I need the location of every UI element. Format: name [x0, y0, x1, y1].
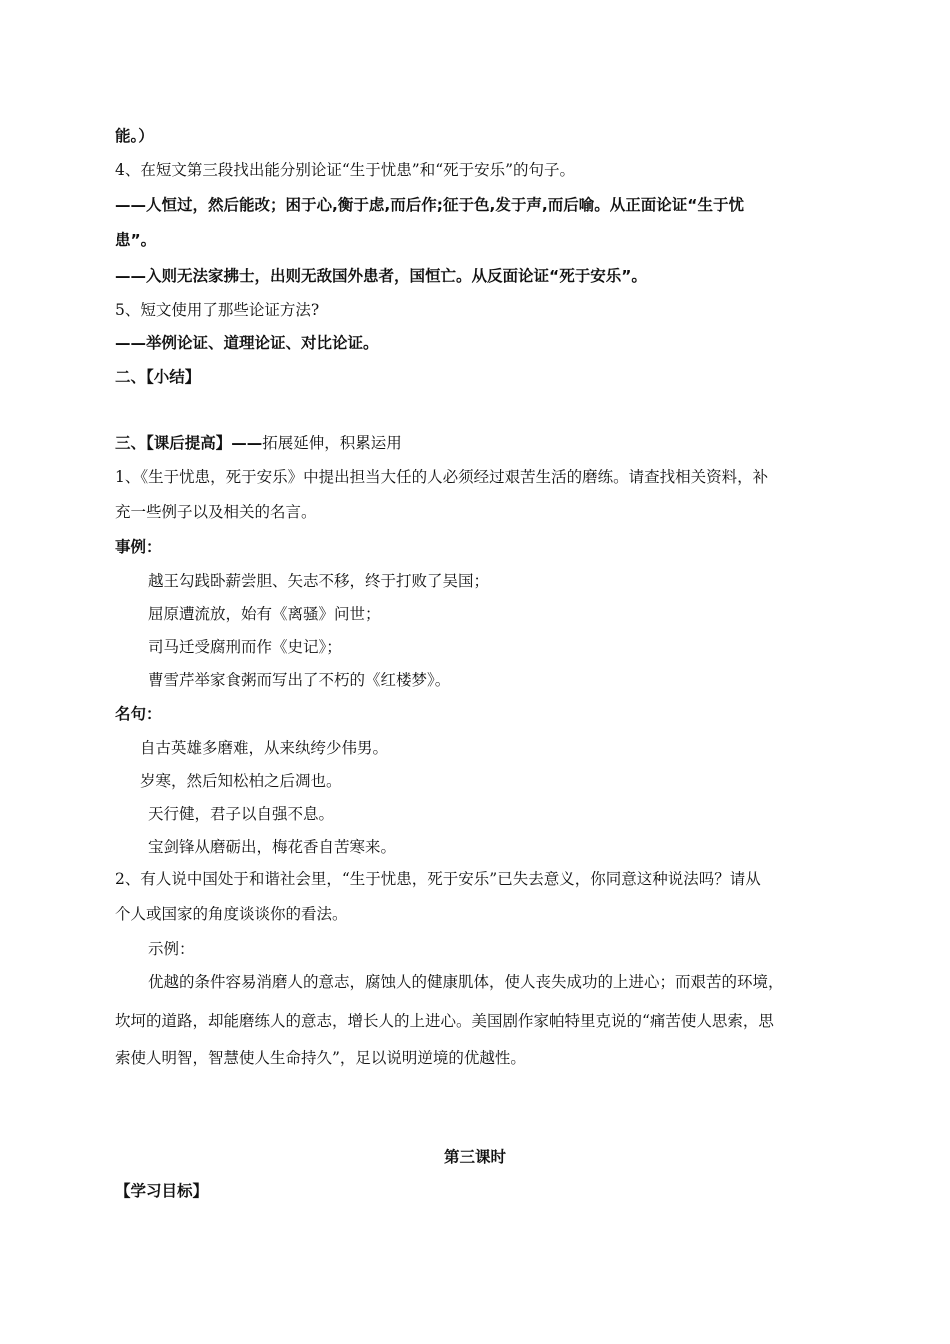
sample-text: 索使人明智，智慧使人生命持久”，足以说明逆境的优越性。 — [115, 1049, 526, 1067]
example-item: 司马迁受腐刑而作《史记》； — [148, 638, 342, 656]
lesson-title: 第三课时 — [443, 1148, 506, 1166]
quote-item: 宝剑锋从磨砺出，梅花香自苦寒来。 — [148, 838, 397, 856]
question-2-cont: 个人或国家的角度谈谈你的看法。 — [115, 905, 348, 923]
example-item: 屈原遭流放，始有《离骚》问世； — [148, 605, 381, 623]
learning-goals-heading: 【学习目标】 — [115, 1182, 209, 1200]
section-heading-label: 三、【课后提高】—— — [115, 434, 263, 452]
question-1: 1、《生于忧患，死于安乐》中提出担当大任的人必须经过艰苦生活的磨练。请查找相关资料，补 — [115, 468, 769, 486]
answer-line: ——入则无法家拂士，出则无敌国外患者，国恒亡。从反面论证“死于安乐”。 — [115, 267, 647, 285]
quote-item: 岁寒，然后知松柏之后凋也。 — [140, 772, 342, 790]
sample-label: 示例： — [148, 940, 195, 958]
quotes-heading: 名句： — [115, 705, 162, 723]
question-1-cont: 充一些例子以及相关的名言。 — [115, 503, 317, 521]
section-heading-extension — [115, 433, 402, 453]
question-5: 5、短文使用了那些论证方法? — [115, 301, 320, 319]
example-item: 曹雪芹举家食粥而写出了不朽的《红楼梦》。 — [148, 671, 451, 689]
text-line: 能。） — [115, 127, 154, 145]
quote-item: 天行健，君子以自强不息。 — [148, 805, 335, 823]
example-item: 越王勾践卧薪尝胆、矢志不移，终于打败了吴国； — [148, 572, 490, 590]
section-heading-subtitle: 拓展延伸，积累运用 — [262, 434, 402, 452]
sample-text: 坎坷的道路，却能磨练人的意志，增长人的上进心。美国剧作家帕特里克说的“痛苦使人思索，思 — [115, 1012, 774, 1030]
quote-item: 自古英雄多磨难，从来纨绔少伟男。 — [140, 739, 389, 757]
answer-line: 患”。 — [115, 231, 157, 249]
section-heading-summary: 二、【小结】 — [115, 368, 201, 386]
answer-line: ——举例论证、道理论证、对比论证。 — [115, 334, 379, 352]
sample-text: 优越的条件容易消磨人的意志，腐蚀人的健康肌体，使人丧失成功的上进心；而艰苦的环境， — [148, 973, 784, 991]
examples-heading: 事例： — [115, 538, 162, 556]
answer-line: ——人恒过，然后能改；困于心,衡于虑,而后作;征于色,发于声,而后喻。从正面论证“生于忧 — [115, 196, 744, 214]
question-2: 2、有人说中国处于和谐社会里，“生于忧患，死于安乐”已失去意义，你同意这种说法吗？请从 — [115, 870, 761, 888]
question-4: 4、在短文第三段找出能分别论证“生于忧患”和“死于安乐”的句子。 — [115, 161, 576, 179]
